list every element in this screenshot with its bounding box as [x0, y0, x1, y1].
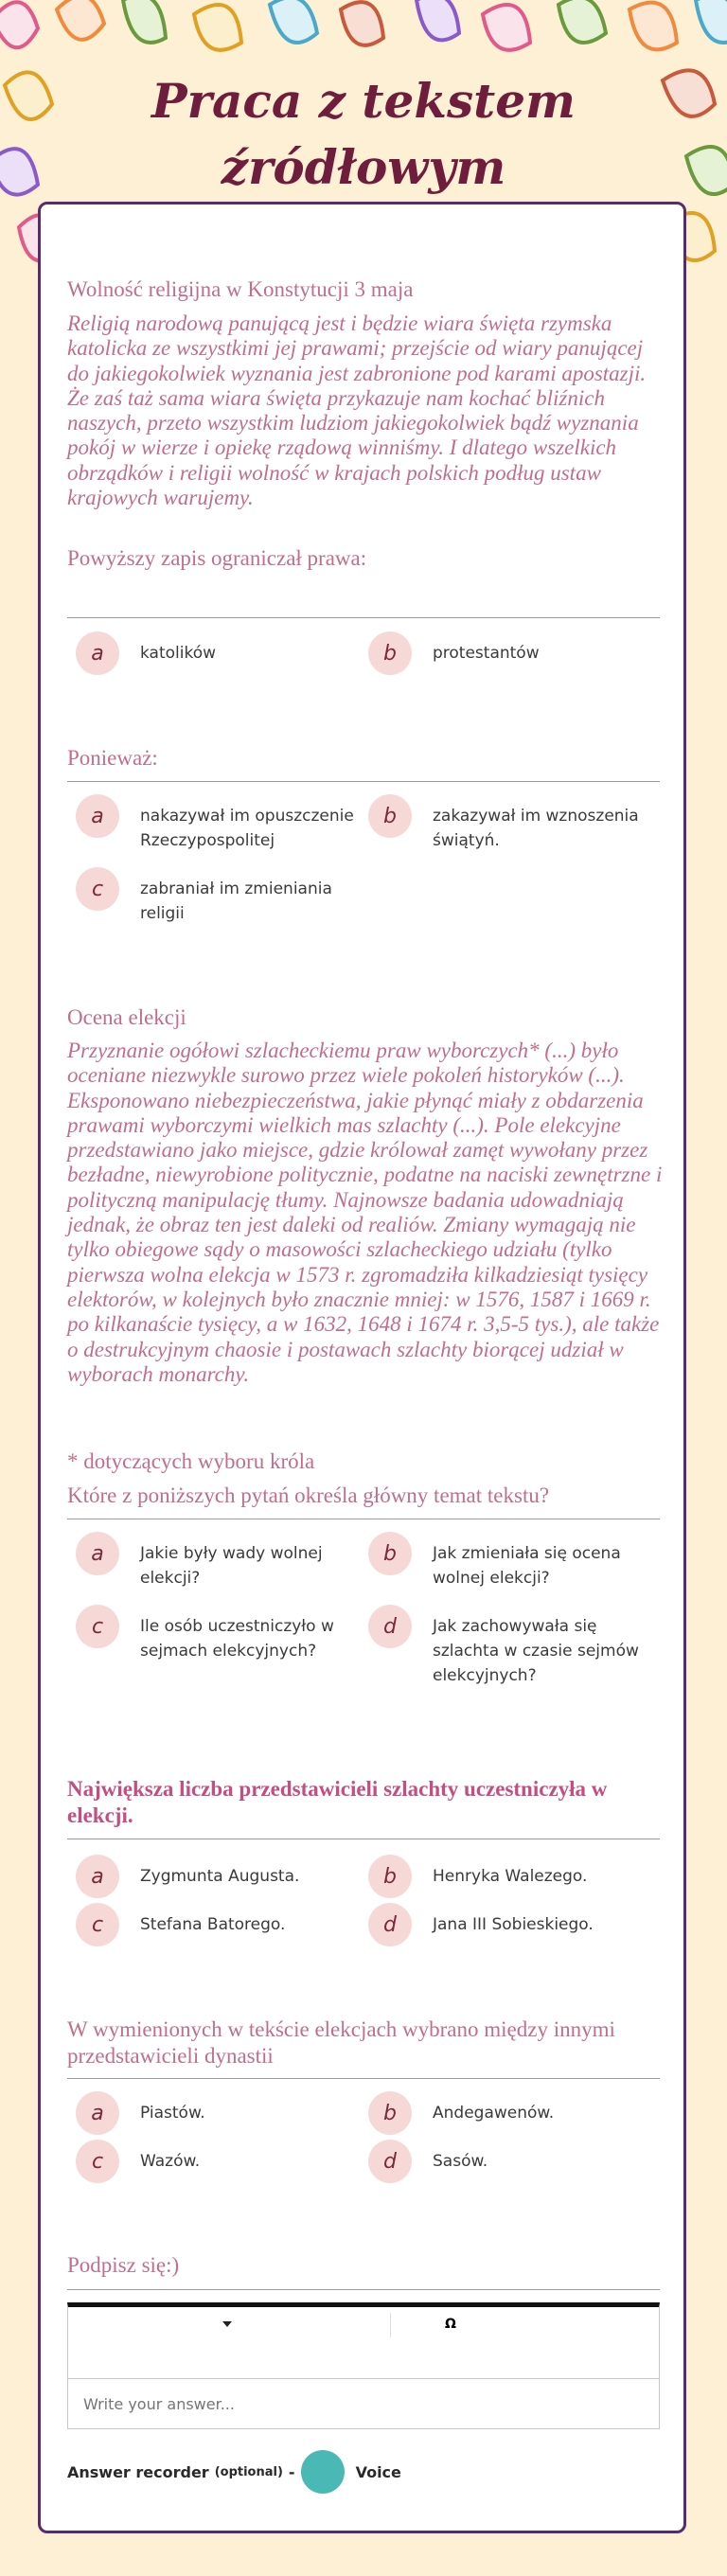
q5-option-a[interactable]	[76, 2091, 360, 2135]
q4-option-b[interactable]	[368, 1855, 652, 1898]
option-text: protestantów	[433, 644, 540, 663]
omega-symbol-button[interactable]: Ω	[445, 2317, 456, 2332]
option-letter-badge: d	[368, 1903, 412, 1946]
q3-option-a[interactable]	[76, 1532, 360, 1590]
option-letter-badge: d	[368, 1605, 412, 1648]
option-letter-badge: b	[368, 1855, 412, 1898]
answer-input[interactable]	[67, 2378, 660, 2429]
divider	[67, 617, 660, 618]
q5-option-d[interactable]	[368, 2140, 652, 2183]
signature-pad[interactable]	[67, 2302, 660, 2382]
option-letter-badge: a	[76, 1532, 119, 1575]
option-letter-badge: a	[76, 794, 119, 838]
q2-option-c[interactable]	[76, 867, 360, 926]
q5-title: W wymienionych w tekście elekcjach wybrano między innymi przedstawicieli dynastii	[67, 2017, 615, 2068]
option-letter-badge: c	[76, 867, 119, 911]
option-text: Piastów.	[140, 2104, 205, 2123]
divider	[67, 2078, 660, 2079]
option-text: Sasów.	[433, 2152, 488, 2171]
option-letter-badge: b	[368, 2091, 412, 2135]
voice-label: Voice	[355, 2462, 401, 2481]
q2-option-b[interactable]	[368, 794, 652, 853]
recorder-optional-label: (optional)	[214, 2464, 283, 2479]
q3-prompt: Które z poniższych pytań określa główny temat tekstu?	[67, 1483, 550, 1507]
page-title: Praca z tekstem źródłowym	[151, 73, 576, 195]
recorder-dash: -	[288, 2462, 295, 2481]
recorder-label: Answer recorder	[67, 2462, 209, 2481]
q4-title: Największa liczba przedstawicieli szlachty uczestniczyła w elekcji.	[67, 1777, 608, 1827]
answer-recorder	[67, 2450, 401, 2494]
q3-option-c[interactable]	[76, 1605, 360, 1663]
toolbar-divider	[390, 2313, 391, 2337]
option-text: zabraniał im zmieniania religii	[140, 879, 332, 923]
option-letter-badge: c	[76, 1903, 119, 1946]
option-text: katolików	[140, 644, 217, 663]
option-letter-badge: c	[76, 1605, 119, 1648]
option-letter-badge: b	[368, 1532, 412, 1575]
q1-source-quote: Religią narodową panującą jest i będzie wiara święta rzymska katolicka ze wszystkimi jej prawami; przejście od wiary panującej do jakiegokolwiek wyznania jest zabronione pod karami apostazji. Że zaś taż sama wiara święta przykazuje nam kochać bliźnich naszych, przeto wszystkim ludziom jakiegokolwiek bądź wyznania pokój w wierze i opiekę rządową winniśmy. I dlatego wszelkich obrządków i religii wolność w krajach polskich podług ustaw krajowych warujemy.	[67, 311, 647, 510]
q3-option-b[interactable]	[368, 1532, 652, 1590]
option-text: Ile osób uczestniczyło w sejmach elekcyjnych?	[140, 1617, 334, 1661]
option-letter-badge: b	[368, 794, 412, 838]
q1-title: Wolność religijna w Konstytucji 3 maja	[67, 277, 414, 301]
option-letter-badge: b	[368, 631, 412, 675]
q1-option-a[interactable]	[76, 631, 360, 675]
q4-option-d[interactable]	[368, 1903, 652, 1946]
caret-down-icon	[222, 2320, 233, 2328]
q3-option-d[interactable]	[368, 1605, 652, 1688]
q3-title: Ocena elekcji	[67, 1005, 186, 1029]
divider	[67, 2289, 660, 2290]
option-text: Jak zachowywała się szlachta w czasie sejmów elekcyjnych?	[433, 1617, 639, 1685]
q6-title: Podpisz się:)	[67, 2253, 180, 2277]
q2-title: Ponieważ:	[67, 746, 158, 770]
option-text: zakazywał im wznoszenia świątyń.	[433, 807, 639, 850]
option-letter-badge: a	[76, 1855, 119, 1898]
dropdown-button[interactable]	[68, 2307, 386, 2341]
option-letter-badge: d	[368, 2140, 412, 2183]
q4-option-c[interactable]	[76, 1903, 360, 1946]
option-letter-badge: a	[76, 2091, 119, 2135]
q5-option-c[interactable]	[76, 2140, 360, 2183]
q4-option-a[interactable]	[76, 1855, 360, 1898]
option-text: Jak zmieniała się ocena wolnej elekcji?	[433, 1544, 621, 1588]
option-text: nakazywał im opuszczenie Rzeczypospolitej	[140, 807, 354, 850]
option-text: Henryka Walezego.	[433, 1867, 588, 1886]
option-letter-badge: c	[76, 2140, 119, 2183]
q5-option-b[interactable]	[368, 2091, 652, 2135]
option-text: Zygmunta Augusta.	[140, 1867, 300, 1886]
option-text: Andegawenów.	[433, 2104, 555, 2123]
q2-option-a[interactable]	[76, 794, 360, 853]
option-text: Stefana Batorego.	[140, 1915, 286, 1934]
option-text: Jana III Sobieskiego.	[433, 1915, 594, 1934]
record-button[interactable]	[301, 2450, 345, 2494]
q1-prompt: Powyższy zapis ograniczał prawa:	[67, 546, 367, 570]
q3-footnote: * dotyczących wyboru króla	[67, 1449, 315, 1473]
option-letter-badge: a	[76, 631, 119, 675]
option-text: Wazów.	[140, 2152, 201, 2171]
q1-option-b[interactable]	[368, 631, 652, 675]
divider	[67, 781, 660, 782]
q3-source-quote: Przyznanie ogółowi szlacheckiemu praw wyborczych* (...) było oceniane niezwykle surowo przez wiele pokoleń historyków (...). Eksponowano niebezpieczeństwa, jakie płynąć miały z obdarzenia prawami wyborczymi wielkich mas szlachty (...). Pole elekcyjne przedstawiano jako miejsce, gdzie królował zamęt wywołany przez bezładne, niewyrobione politycznie, podatne na naciski zewnętrzne i polityczną manipulację tłumy. Najnowsze badania udowadniają jednak, że obraz ten jest daleki od realiów. Zmiany wymagają nie tylko obiegowe sądy o masowości szlacheckiego udziału (tylko pierwsza wolna elekcja w 1573 r. zgromadziła kilkadziesiąt tysięcy elektorów, w kolejnych było znacznie mniej: w 1576, 1587 i 1669 r. po kilkanaście tysięcy, a w 1632, 1648 i 1674 r. 3,5-5 tys.), ale także o destrukcyjnym chaosie i postawach szlachty biorącej udział w wyborach monarchy.	[67, 1039, 663, 1386]
option-text: Jakie były wady wolnej elekcji?	[140, 1544, 323, 1588]
